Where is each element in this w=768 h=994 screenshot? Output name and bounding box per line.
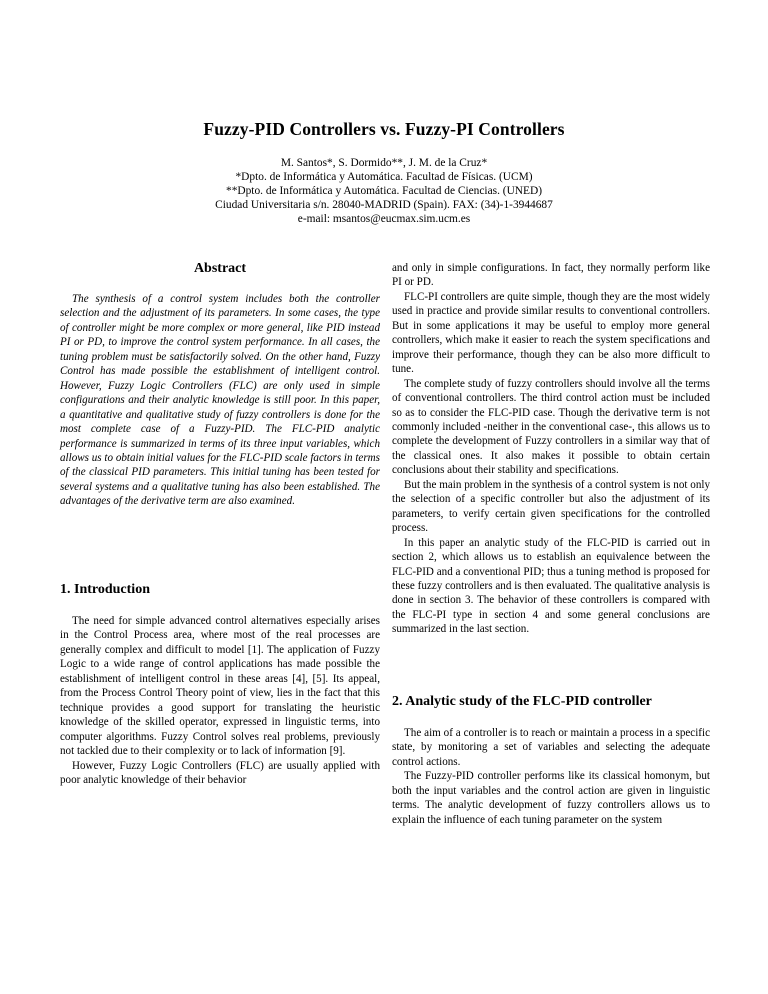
paper-title: Fuzzy-PID Controllers vs. Fuzzy-PI Controllers	[203, 119, 565, 139]
affiliation-2: **Dpto. de Informática y Automática. Facultad de Ciencias. (UNED)	[226, 185, 542, 197]
right-paragraph-3: But the main problem in the synthesis of a control system is not only the selection of a specific controller but also the adjustment of its parameters, to verify certain given specifications for the controlled process.	[392, 478, 710, 535]
address: Ciudad Universitaria s/n. 28040-MADRID (Spain). FAX: (34)-1-3944687	[215, 199, 553, 211]
section-2-paragraph-2: The Fuzzy-PID controller performs like its classical homonym, but both the input variables and the control action are given in linguistic terms. The analytic development of fuzzy controllers allows us to explain the influence of each tuning parameter on the system	[392, 770, 710, 826]
section-2-heading: 2. Analytic study of the FLC-PID controller	[392, 694, 652, 709]
introduction-heading: 1. Introduction	[60, 582, 150, 597]
right-column-body	[392, 261, 710, 637]
email: e-mail: msantos@eucmax.sim.ucm.es	[297, 213, 471, 225]
section-2-body	[392, 726, 710, 827]
section-2-paragraph-1: The aim of a controller is to reach or maintain a process in a specific state, by monitoring a set of variables and selecting the adequate control actions.	[392, 727, 710, 768]
affiliation-1: *Dpto. de Informática y Automática. Facultad de Físicas. (UCM)	[235, 171, 533, 183]
abstract-text: The synthesis of a control system includes both the controller selection and the adjustment of its parameters. In some cases, the type of controller might be more complex or more general, like PID instead PI or PD, to improve the control system performance. In all cases, the tuning problem must be satisfactorily solved. On the other hand, Fuzzy Control has made possible the establishment of intelligent control. However, Fuzzy Logic Controllers (FLC) are only used in simple configurations and their analytic knowledge is still poor. In this paper, a quantitative and qualitative study of fuzzy controllers is done for the most complete case of a Fuzzy-PID. The FLC-PID analytic performance is summarized in terms of its three input variables, which allows us to obtain initial values for the FLC-PID scale factors in terms of the classical PID parameters. This initial tuning has been tested for several systems and a qualitative tuning has also been established. The advantages of the derivative term are also examined.	[60, 293, 380, 508]
introduction-paragraph-1: The need for simple advanced control alternatives especially arises in the Control Process area, where most of the real processes are generally complex and difficult to model [1]. The application of Fuzzy Logic to a wide range of control applications has made possible the establishment of intelligent control in these areas [4], [5]. Its appeal, from the Process Control Theory point of view, lies in the fact that this technique provides a good support for translating the heuristic knowledge of the skilled operator, expressed in linguistic terms, into computer algorithms. Fuzzy Control solves real problems, previously not tackled due to their complexity or to lack of information [9].	[60, 615, 380, 758]
introduction-paragraph-2: However, Fuzzy Logic Controllers (FLC) are usually applied with poor analytic knowledge of their behavior	[60, 759, 380, 786]
right-paragraph-1: FLC-PI controllers are quite simple, though they are the most widely used in practice and provide similar results to conventional controllers. But in some applications it may be useful to employ more general controllers, which make it easier to reach the system specifications and improve their performance, though they can be also more difficult to tune.	[392, 290, 710, 376]
right-paragraph-continued: and only in simple configurations. In fact, they normally perform like PI or PD.	[392, 262, 710, 289]
abstract-heading: Abstract	[193, 261, 247, 276]
introduction-body	[60, 614, 380, 787]
author-block	[0, 156, 768, 226]
right-paragraph-4: In this paper an analytic study of the FLC-PID is carried out in section 2, which allows us to establish an equivalence between the FLC-PID and a conventional PID; thus a tuning method is proposed for these fuzzy controllers and is then evaluated. The qualitative analysis is done in section 3. The behavior of these controllers is compared with the FLC-PI type in section 4 and some general conclusions are summarized in the last section.	[392, 536, 710, 636]
author-names: M. Santos*, S. Dormido**, J. M. de la Cruz*	[280, 157, 488, 169]
right-paragraph-2: The complete study of fuzzy controllers should involve all the terms of conventional controllers. The third control action must be included so as to consider the FLC-PID case. Though the derivative term is not commonly included -neither in the conventional case-, this allows us to complete the development of Fuzzy controllers in a similar way that of the classical ones. It also makes it possible to obtain certain conclusions about their stability and specifications.	[392, 377, 710, 477]
